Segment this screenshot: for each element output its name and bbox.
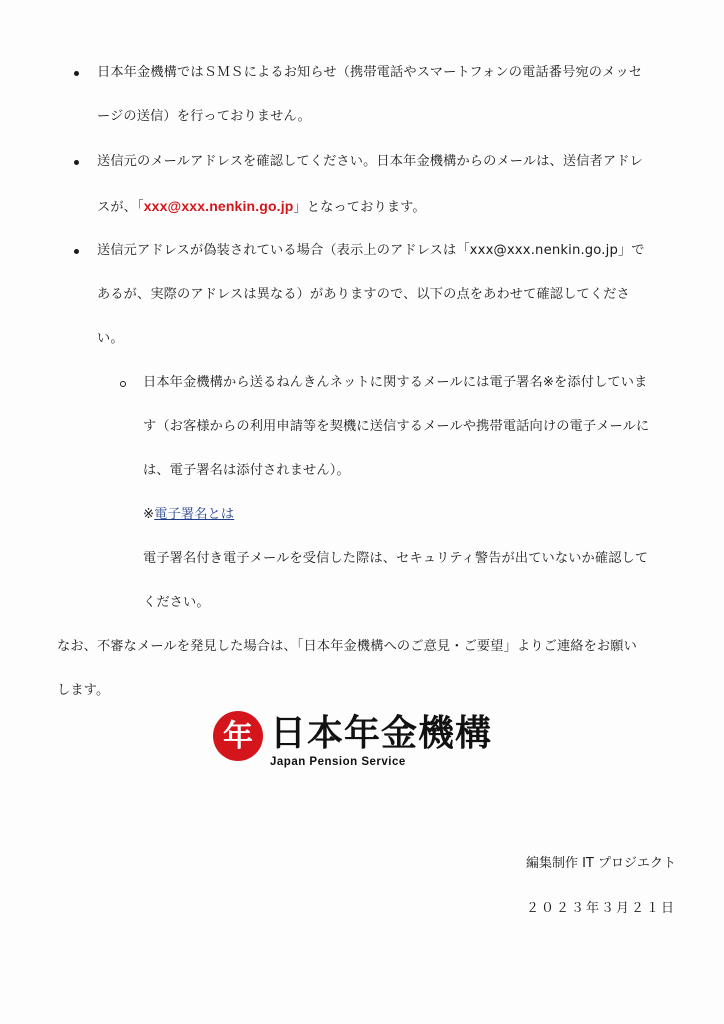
bullet-2-line-1: 送信元のメールアドレスを確認してください。日本年金機構からのメールは、送信者アドレ	[97, 154, 643, 169]
bullet-marker	[74, 71, 79, 76]
sub-bullet-line-2: す（お客様からの利用申請等を契機に送信するメールや携帯電話向けの電子メールに	[143, 419, 650, 434]
organization-name-jp: 日本年金機構	[270, 713, 493, 754]
sub-bullet-line-3: は、電子署名は添付されません）。	[143, 463, 350, 478]
logo-mark-char: 年	[223, 719, 253, 754]
bullet-marker	[74, 249, 79, 254]
editorial-department: 編集制作 IT プロジエクト	[525, 856, 676, 871]
note-line-1: 電子署名付き電子メールを受信した際は、セキュリティ警告が出ていないか確認して	[143, 551, 649, 566]
sub-bullet-marker	[120, 381, 126, 387]
organization-name-en: Japan Pension Service	[270, 756, 406, 768]
digital-signature-note	[143, 506, 234, 524]
bullet-2-prefix: スが、「	[97, 200, 144, 215]
bullet-2-line-2	[97, 197, 426, 217]
bullet-3-line-1: 送信元アドレスが偽装されている場合（表示上のアドレスは「xxx@xxx.nenkin.go.jp」で	[97, 243, 645, 258]
publication-date: ２０２３年３月２１日	[525, 901, 676, 916]
bullet-3-line-2: あるが、実際のアドレスは異なる）がありますので、以下の点をあわせて確認してくださ	[97, 287, 630, 302]
bullet-marker	[74, 160, 79, 165]
organization-logo	[212, 708, 502, 772]
note-line-2: ください。	[143, 595, 210, 610]
bullet-1-line-1: 日本年金機構ではＳＭＳによるお知らせ（携帯電話やスマートフォンの電話番号宛のメッセ	[97, 65, 643, 80]
sub-bullet-line-1: 日本年金機構から送るねんきんネットに関するメールには電子署名※を添付していま	[143, 375, 648, 390]
bullet-3-line-3: い。	[97, 331, 124, 346]
closing-line-2: します。	[57, 683, 110, 698]
bullet-1-line-2: ージの送信）を行っておりません。	[97, 109, 311, 124]
pension-logo-mark-icon	[212, 710, 264, 762]
closing-line-1: なお、不審なメールを発見した場合は、「日本年金機構へのご意見・ご要望」よりご連絡をお願い	[57, 639, 637, 654]
digital-signature-link[interactable]: 電子署名とは	[154, 507, 235, 522]
sender-email-address: xxx@xxx.nenkin.go.jp	[143, 198, 294, 214]
bullet-2-suffix: 」となっております。	[293, 200, 426, 215]
note-prefix: ※	[143, 507, 155, 522]
